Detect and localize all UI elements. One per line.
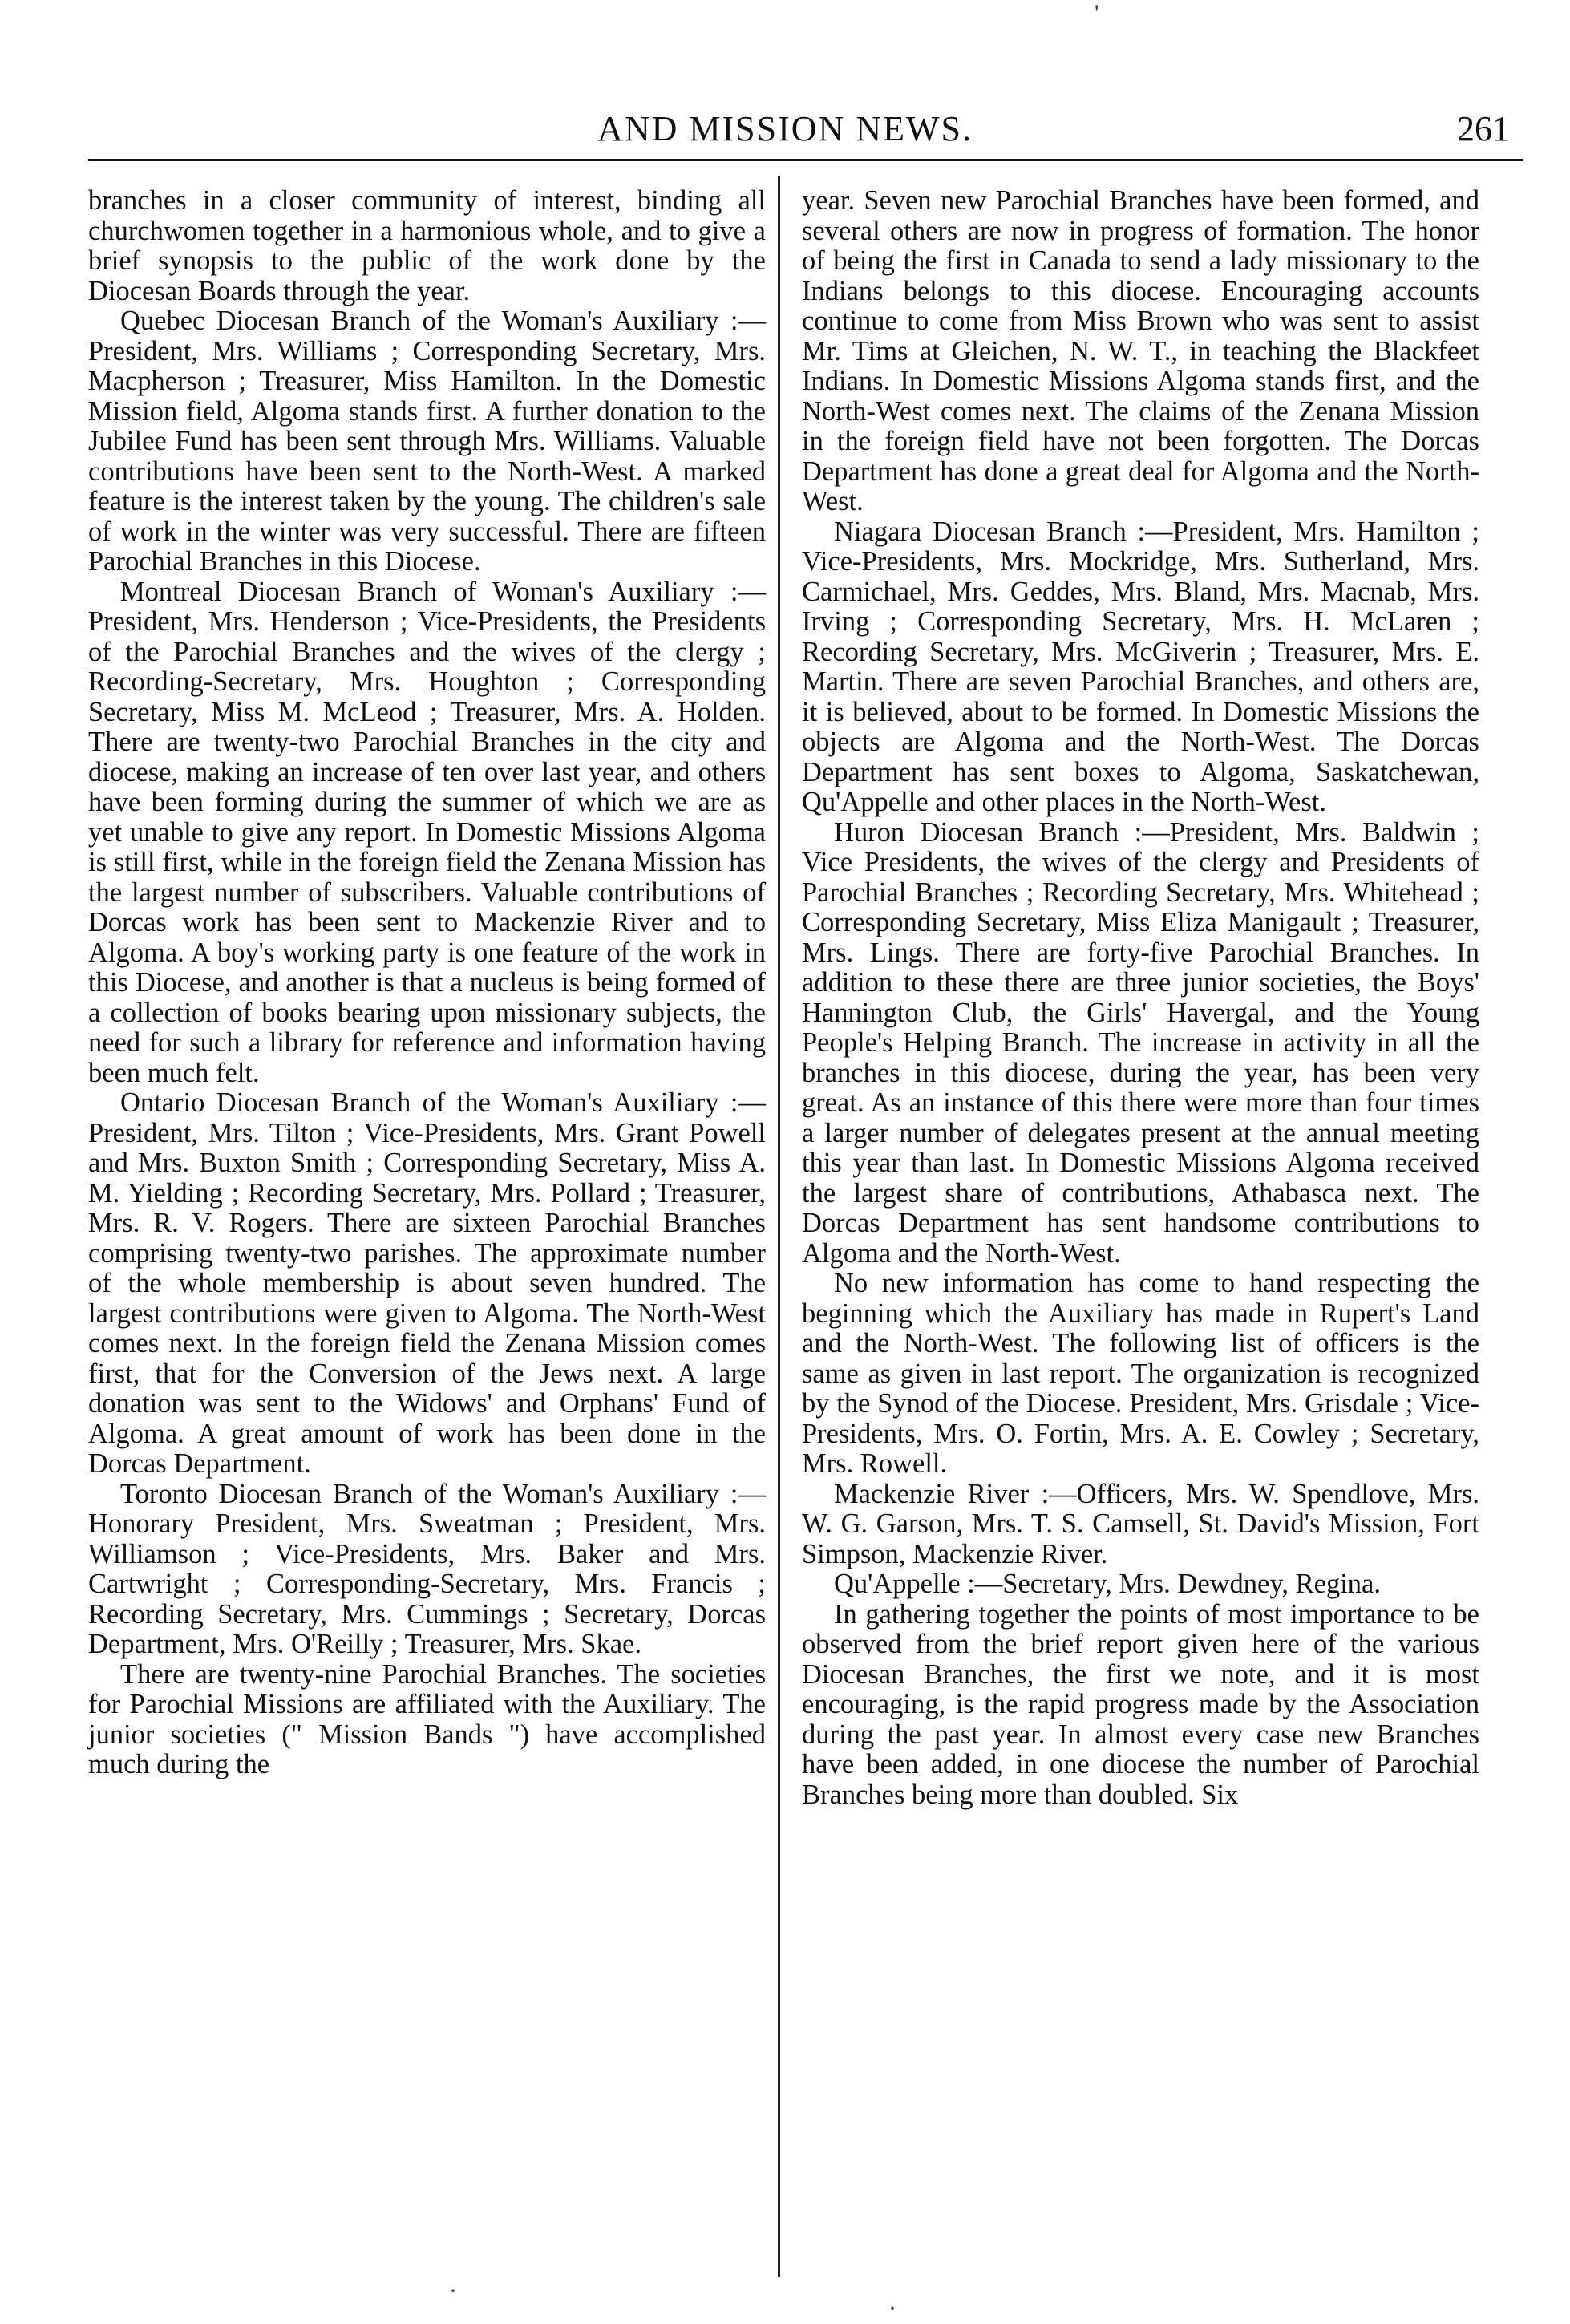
left-paragraph-4: Ontario Diocesan Branch of the Woman's Auxiliary :—President, Mrs. Tilton ; Vice-Presidents, Mrs. Grant Powell and Mrs. Buxton Smith ; Corresponding Secretary, Miss A. M. Yielding ; Recording Secretary, Mrs. Pollard ; Treasurer, Mrs. R. V. Rogers. There are sixteen Parochial Branches comprising twenty-two parishes. The approximate number of the whole membership is about seven hundred. The largest contributions were given to Algoma. The North-West comes next. In the foreign field the Zenana Mission comes first, that for the Conversion of the Jews next. A large donation was sent to the Widows' and Orphans' Fund of Algoma. A great amount of work has been done in the Dorcas Department.: [88, 1087, 766, 1479]
print-speck-top: ': [1095, 0, 1099, 26]
page-header: [0, 108, 1570, 156]
right-paragraph-5: Mackenzie River :—Officers, Mrs. W. Spendlove, Mrs. W. G. Garson, Mrs. T. S. Camsell, St. David's Mission, Fort Simpson, Mackenzie River.: [802, 1478, 1479, 1569]
print-speck-bottom-1: ·: [449, 2277, 457, 2304]
running-title: AND MISSION NEWS.: [597, 109, 973, 148]
column-divider: [778, 176, 780, 2277]
header-rule: [88, 159, 1523, 161]
right-paragraph-6: Qu'Appelle :—Secretary, Mrs. Dewdney, Regina.: [834, 1569, 1381, 1599]
right-paragraph-1: year. Seven new Parochial Branches have been formed, and several others are now in progress of formation. The honor of being the first in Canada to send a lady missionary to the Indians belongs to this diocese. Encouraging accounts continue to come from Miss Brown who was sent to assist Mr. Tims at Gleichen, N. W. T., in teaching the Blackfeet Indians. In Domestic Missions Algoma stands first, and the North-West comes next. The claims of the Zenana Mission in the foreign field have not been forgotten. The Dorcas Department has done a great deal for Algoma and the North-West.: [802, 185, 1479, 516]
right-paragraph-4: No new information has come to hand respecting the beginning which the Auxiliary has made in Rupert's Land and the North-West. The following list of officers is the same as given in last report. The organization is recognized by the Synod of the Diocese. President, Mrs. Grisdale ; Vice-Presidents, Mrs. O. Fortin, Mrs. A. E. Cowley ; Secretary, Mrs. Rowell.: [802, 1268, 1479, 1479]
left-paragraph-6: There are twenty-nine Parochial Branches. The societies for Parochial Missions are affiliated with the Auxiliary. The junior societies (" Mission Bands ") have accomplished much during the: [88, 1658, 766, 1779]
right-paragraph-3: Huron Diocesan Branch :—President, Mrs. Baldwin ; Vice Presidents, the wives of the clergy and Presidents of Parochial Branches ; Recording Secretary, Mrs. Whitehead ; Corresponding Secretary, Miss Eliza Manigault ; Treasurer, Mrs. Lings. There are forty-five Parochial Branches. In addition to these there are three junior societies, the Boys' Hannington Club, the Girls' Havergal, and the Young People's Helping Branch. The increase in activity in all the branches in this diocese, during the year, has been very great. As an instance of this there were more than four times a larger number of delegates present at the annual meeting this year than last. In Domestic Missions Algoma received the largest share of contributions, Athabasca next. The Dorcas Department has sent handsome contributions to Algoma and the North-West.: [802, 816, 1479, 1269]
left-paragraph-1: branches in a closer community of interest, binding all churchwomen together in a harmonious whole, and to give a brief synopsis to the public of the work done by the Diocesan Boards through the year.: [88, 185, 766, 306]
print-speck-bottom-2: ·: [888, 2295, 896, 2322]
page-number: 261: [1457, 109, 1510, 148]
left-paragraph-3: Montreal Diocesan Branch of Woman's Auxiliary :—President, Mrs. Henderson ; Vice-Presidents, the Presidents of the Parochial Branches and the wives of the clergy ; Recording-Secretary, Mrs. Houghton ; Corresponding Secretary, Miss M. McLeod ; Treasurer, Mrs. A. Holden. There are twenty-two Parochial Branches in the city and diocese, making an increase of ten over last year, and others have been forming during the summer of which we are as yet unable to give any report. In Domestic Missions Algoma is still first, while in the foreign field the Zenana Mission has the largest number of subscribers. Valuable contributions of Dorcas work has been sent to Mackenzie River and to Algoma. A boy's working party is one feature of the work in this Diocese, and another is that a nucleus is being formed of a collection of books bearing upon missionary subjects, the need for such a library for reference and information having been much felt.: [88, 576, 766, 1088]
left-column: [88, 186, 766, 2271]
right-paragraph-7: In gathering together the points of most importance to be observed from the brief report given here of the various Diocesan Branches, the first we note, and it is most encouraging, is the rapid progress made by the Association during the past year. In almost every case new Branches have been added, in one diocese the number of Parochial Branches being more than doubled. Six: [802, 1598, 1479, 1810]
right-column: [802, 186, 1479, 2271]
right-paragraph-2: Niagara Diocesan Branch :—President, Mrs. Hamilton ; Vice-Presidents, Mrs. Mockridge, Mrs. Sutherland, Mrs. Carmichael, Mrs. Geddes, Mrs. Bland, Mrs. Macnab, Mrs. Irving ; Corresponding Secretary, Mrs. H. McLaren ; Recording Secretary, Mrs. McGiverin ; Treasurer, Mrs. E. Martin. There are seven Parochial Branches, and others are, it is believed, about to be formed. In Domestic Missions the objects are Algoma and the North-West. The Dorcas Department has sent boxes to Algoma, Saskatchewan, Qu'Appelle and other places in the North-West.: [802, 516, 1479, 817]
left-paragraph-2: Quebec Diocesan Branch of the Woman's Auxiliary :—President, Mrs. Williams ; Corresponding Secretary, Mrs. Macpherson ; Treasurer, Miss Hamilton. In the Domestic Mission field, Algoma stands first. A further donation to the Jubilee Fund has been sent through Mrs. Williams. Valuable contributions have been sent to the North-West. A marked feature is the interest taken by the young. The children's sale of work in the winter was very successful. There are fifteen Parochial Branches in this Diocese.: [88, 306, 766, 577]
left-paragraph-5: Toronto Diocesan Branch of the Woman's Auxiliary :—Honorary President, Mrs. Sweatman ; President, Mrs. Williamson ; Vice-Presidents, Mrs. Baker and Mrs. Cartwright ; Corresponding-Secretary, Mrs. Francis ; Recording Secretary, Mrs. Cummings ; Secretary, Dorcas Department, Mrs. O'Reilly ; Treasurer, Mrs. Skae.: [88, 1478, 766, 1659]
